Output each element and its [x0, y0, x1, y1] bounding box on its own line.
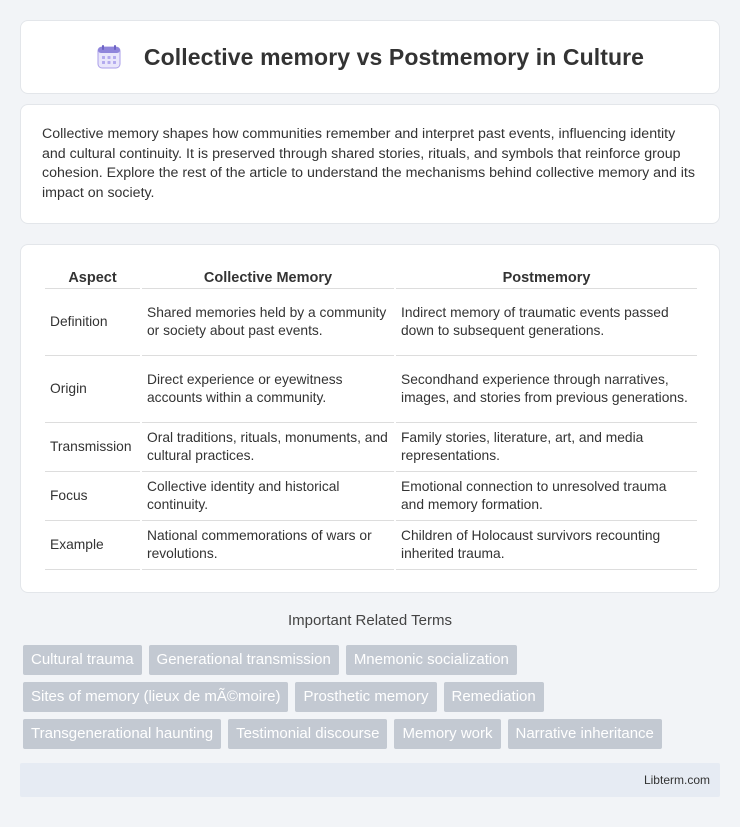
tag-testimonial-discourse[interactable]: Testimonial discourse — [228, 719, 387, 749]
intro-text: Collective memory shapes how communities remember and interpret past events, influencing identity and cultural continuity. It is preserved through shared stories, rituals, and symbols that reinforce group cohesion. Explore the rest of the article to understand the mechanisms behind collective memory and its impact on society. — [42, 126, 695, 201]
cell-postmemory: Children of Holocaust survivors recounting inherited trauma. — [396, 521, 697, 570]
cell-aspect: Transmission — [45, 423, 140, 472]
cell-postmemory: Emotional connection to unresolved trauma and memory formation. — [396, 472, 697, 521]
footer — [20, 763, 720, 797]
tag-generational-transmission[interactable]: Generational transmission — [149, 645, 339, 675]
cell-postmemory: Indirect memory of traumatic events passed down to subsequent generations. — [396, 289, 697, 356]
title-wrap — [96, 44, 644, 71]
table-row — [45, 472, 697, 521]
header-aspect: Aspect — [45, 265, 140, 289]
cell-postmemory: Family stories, literature, art, and media representations. — [396, 423, 697, 472]
header-card — [20, 20, 720, 94]
tag-narrative-inheritance[interactable]: Narrative inheritance — [508, 719, 662, 749]
comparison-card — [20, 244, 720, 593]
page-title: Collective memory vs Postmemory in Culture — [143, 43, 645, 70]
cell-collective: Oral traditions, rituals, monuments, and cultural practices. — [142, 423, 394, 472]
table-row — [45, 521, 697, 570]
table-header-row — [45, 265, 697, 289]
header-collective-memory: Collective Memory — [142, 265, 394, 289]
cell-postmemory: Secondhand experience through narratives, images, and stories from previous generations. — [396, 356, 697, 423]
table-row — [45, 356, 697, 423]
cell-collective: National commemorations of wars or revolutions. — [142, 521, 394, 570]
footer-brand[interactable]: Libterm.com — [643, 773, 710, 787]
tag-remediation[interactable]: Remediation — [444, 682, 544, 712]
tag-mnemonic-socialization[interactable]: Mnemonic socialization — [346, 645, 517, 675]
tag-transgenerational-haunting[interactable]: Transgenerational haunting — [23, 719, 221, 749]
header-postmemory: Postmemory — [396, 265, 697, 289]
intro-card — [20, 104, 720, 224]
cell-aspect: Focus — [45, 472, 140, 521]
tag-memory-work[interactable]: Memory work — [394, 719, 500, 749]
cell-collective: Direct experience or eyewitness accounts within a community. — [142, 356, 394, 423]
tag-cultural-trauma[interactable]: Cultural trauma — [23, 645, 142, 675]
cell-aspect: Definition — [45, 289, 140, 356]
tag-prosthetic-memory[interactable]: Prosthetic memory — [295, 682, 436, 712]
table-row — [45, 423, 697, 472]
calendar-icon — [96, 44, 122, 70]
cell-aspect: Origin — [45, 356, 140, 423]
related-terms-title: Important Related Terms — [288, 612, 452, 629]
cell-collective: Collective identity and historical continuity. — [142, 472, 394, 521]
tag-sites-of-memory[interactable]: Sites of memory (lieux de mÃ©moire) — [23, 682, 288, 712]
comparison-table — [43, 265, 699, 570]
cell-collective: Shared memories held by a community or society about past events. — [142, 289, 394, 356]
table-row — [45, 289, 697, 356]
related-terms-list — [23, 645, 723, 749]
cell-aspect: Example — [45, 521, 140, 570]
